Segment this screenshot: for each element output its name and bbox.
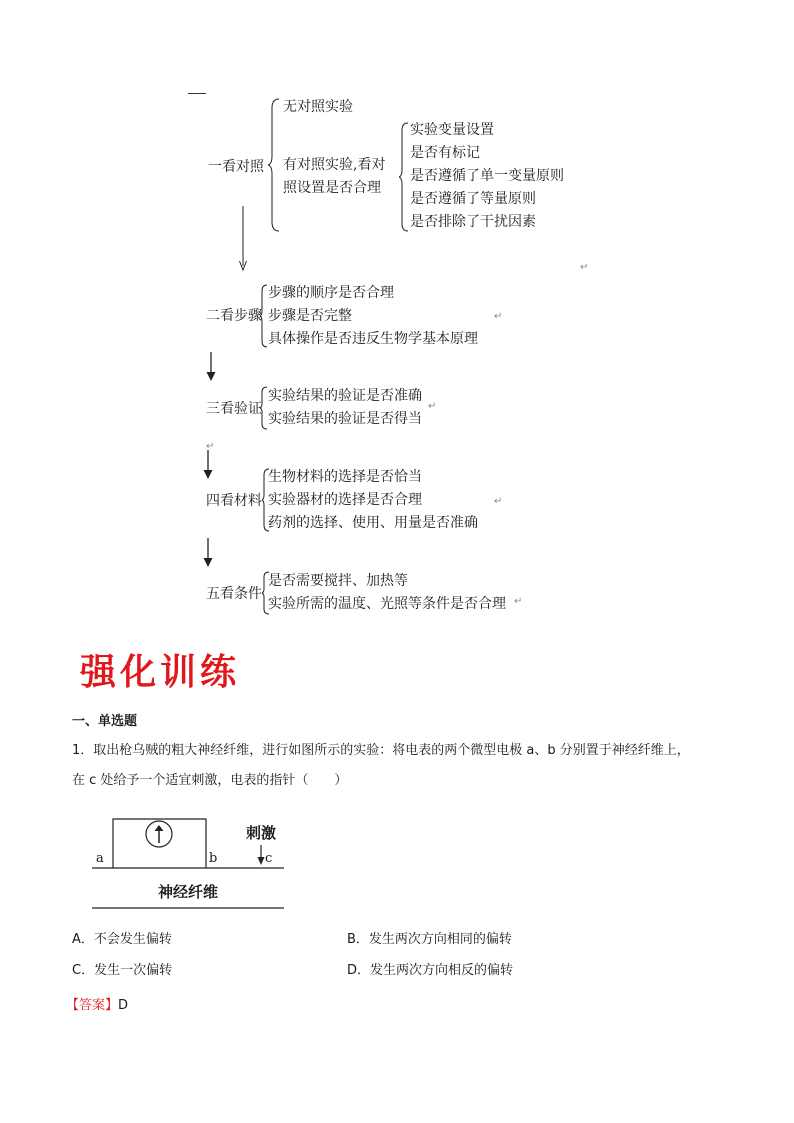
step1-sub-item-1: 是否有标记 [410,145,480,161]
arrow-down-icon [202,538,214,568]
fiber-label: 神经纤维 [158,883,219,901]
step1-sub-item-0: 实验变量设置 [410,122,494,138]
step1-sub-item-4: 是否排除了干扰因素 [410,214,536,230]
arrow-down-icon [238,206,248,272]
step2-brace [260,284,268,348]
step4-label: 四看材料 [206,493,262,509]
arrow-down-icon [202,450,214,480]
step3-label: 三看验证 [206,401,262,417]
step1-sub-item-2: 是否遵循了单一变量原则 [410,168,564,184]
step1-label: 一看对照 [208,159,264,175]
return-mark: ↵ [580,262,589,273]
answer-label: 【答案】 [66,998,119,1013]
answer-row [66,994,128,1013]
step2-item-0: 步骤的顺序是否合理 [268,285,394,301]
step1-main-brace [268,98,280,232]
option-d[interactable]: D．发生两次方向相反的偏转 [347,963,514,978]
stimulus-label: 刺激 [246,824,277,842]
step1-sub-brace [399,122,409,232]
step3-brace [260,386,268,430]
step1-sub-item-3: 是否遵循了等量原则 [410,191,536,207]
step1-has-control-1: 有对照实验,看对 [283,157,386,173]
arrow-down-icon [205,352,217,382]
electrode-b-label: b [209,851,218,866]
stimulus-point-c-label: c [265,851,273,866]
section-title: 强化训练 [80,651,241,693]
step5-item-0: 是否需要搅拌、加热等 [268,573,408,589]
question-line-1: 1．取出枪乌贼的粗大神经纤维，进行如图所示的实验：将电表的两个微型电极 a、b 分别置于神经纤维上， [72,743,690,758]
step4-item-1: 实验器材的选择是否合理 [268,492,422,508]
return-mark: ↵ [494,496,503,507]
question-line-2: 在 c 处给予一个适宜刺激，电表的指针（ ） [72,773,348,788]
step3-item-1: 实验结果的验证是否得当 [268,411,422,427]
step4-item-2: 药剂的选择、使用、用量是否准确 [268,515,478,531]
step5-item-1: 实验所需的温度、光照等条件是否合理 [268,596,506,612]
top-dash [188,93,206,94]
return-mark: ↵ [514,596,523,607]
step3-item-0: 实验结果的验证是否准确 [268,388,422,404]
electrode-a-label: a [96,851,104,866]
step4-item-0: 生物材料的选择是否恰当 [268,469,422,485]
return-mark: ↵ [428,401,437,412]
option-c[interactable]: C．发生一次偏转 [72,963,173,978]
step2-item-2: 具体操作是否违反生物学基本原理 [268,331,478,347]
option-b[interactable]: B．发生两次方向相同的偏转 [347,932,512,947]
step1-no-control: 无对照实验 [283,99,353,115]
section-heading: 一、单选题 [72,714,138,729]
answer-value: D [118,998,129,1013]
return-mark: ↵ [206,441,215,452]
step5-label: 五看条件 [206,586,262,602]
step2-label: 二看步骤 [206,308,262,324]
option-a[interactable]: A．不会发生偏转 [72,932,172,947]
step1-has-control-2: 照设置是否合理 [283,180,381,196]
step2-item-1: 步骤是否完整 [268,308,352,324]
return-mark: ↵ [494,311,503,322]
